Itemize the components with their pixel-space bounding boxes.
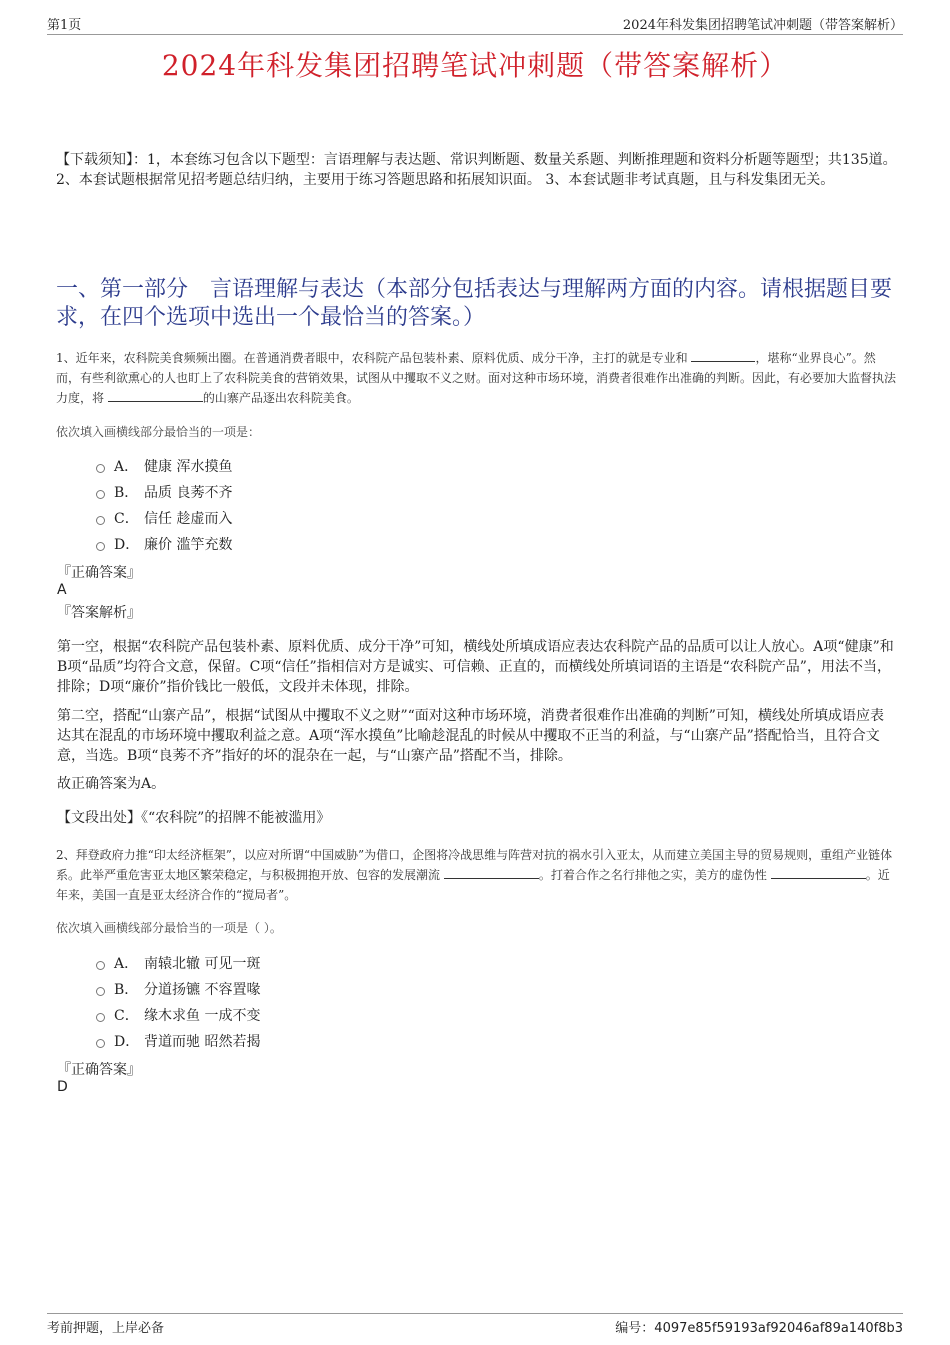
question-1-stem-part3: 的山寨产品逐出农科院美食。: [202, 391, 359, 405]
footer-slogan: 考前押题，上岸必备: [47, 1321, 165, 1336]
question-2-options: [96, 950, 260, 1054]
footer-serial: [615, 1317, 903, 1336]
question-1-analysis-paragraph-1: 第一空，根据“农科院产品包装朴素、原料优质、成分干净”可知，横线处所填成语应表达农科院产品的品质可以让人放心。A项“健康”和B项“品质”均符合文意，保留。C项“信任”指相信对方是诚实、可信赖、正直的，而横线处所填词语的主语是“农科院产品”，用法不当，排除；D项“廉价”指价钱比一般低，文段并未体现，排除。: [57, 639, 894, 695]
question-1-option-d[interactable]: [96, 531, 232, 557]
question-1-option-a[interactable]: [96, 453, 232, 479]
radio-icon[interactable]: [96, 961, 105, 970]
question-2-option-c[interactable]: [96, 1002, 260, 1028]
question-2-stem-part3: 。近年来，美国一直是亚太经济合作的“搅局者”。: [56, 868, 890, 902]
question-1-analysis-label: 『答案解析』: [57, 605, 141, 621]
question-1-analysis-conclusion: 故正确答案为A。: [57, 776, 166, 792]
radio-icon[interactable]: [96, 464, 105, 473]
download-notice: 【下载须知】：1，本套练习包含以下题型：言语理解与表达题、常识判断题、数量关系题、判断推理题和资料分析题等题型；共135道。 2、本套试题根据常见招考题总结归纳，主要用于练习答题思路和拓展知识面。 3、本套试题非考试真题，且与科发集团无关。: [56, 152, 897, 188]
question-2-option-b[interactable]: [96, 976, 260, 1002]
radio-icon[interactable]: [96, 490, 105, 499]
question-2-blank-1: [444, 866, 539, 879]
radio-icon[interactable]: [96, 1013, 105, 1022]
page-header: [47, 14, 903, 35]
question-1-source: 【文段出处】《“农科院”的招牌不能被滥用》: [57, 810, 331, 826]
question-1-options: [96, 453, 232, 557]
question-2-answer-label: 『正确答案』: [57, 1062, 141, 1078]
radio-icon[interactable]: [96, 1039, 105, 1048]
document-title: 2024年科发集团招聘笔试冲刺题（带答案解析）: [161, 49, 789, 82]
question-1-analysis-paragraph-2: 第二空，搭配“山寨产品”，根据“试图从中攫取不义之财”“面对这种市场环境，消费者很难作出准确的判断”可知，横线处所填成语应表达其在混乱的市场环境中攫取利益之意。A项“浑水摸鱼”比喻趁混乱的时候从中攫取不正当的利益，与“山寨产品”搭配恰当，且符合文意，当选。B项“良莠不齐”指好的坏的混杂在一起，与“山寨产品”搭配不当，排除。: [57, 708, 884, 764]
page-footer: [47, 1313, 903, 1336]
section-title: 一、第一部分 言语理解与表达（本部分包括表达与理解两方面的内容。请根据题目要求，在四个选项中选出一个最恰当的答案。）: [56, 277, 893, 330]
option-letter: B．: [114, 982, 139, 998]
header-doc-title: 2024年科发集团招聘笔试冲刺题（带答案解析）: [622, 18, 903, 33]
option-letter: D．: [114, 1034, 140, 1050]
option-text: 背道而驰 昭然若揭: [144, 1034, 261, 1050]
question-1-blank-2: [108, 389, 203, 402]
serial-number: 4097e85f59193af92046af89a140f8b3: [654, 1321, 903, 1336]
option-letter: A．: [114, 956, 139, 972]
option-letter: A．: [114, 459, 139, 475]
serial-label: 编号：: [615, 1321, 655, 1336]
option-text: 廉价 滥竽充数: [144, 537, 233, 553]
option-letter: D．: [114, 537, 140, 553]
option-text: 缘木求鱼 一成不变: [144, 1008, 261, 1024]
radio-icon[interactable]: [96, 542, 105, 551]
question-2-option-a[interactable]: [96, 950, 260, 976]
option-letter: C．: [114, 1008, 139, 1024]
question-1-stem: [56, 348, 898, 408]
question-2-blank-2: [771, 866, 866, 879]
option-text: 健康 浑水摸鱼: [144, 459, 233, 475]
question-1-stem-part2: ，堪称“业界良心”。然而，有些利欲熏心的人也盯上了农科院美食的营销效果，试图从中攫取不义之财。面对这种市场环境，消费者很难作出准确的判断。因此，有必要加大监督执法力度，将: [56, 351, 897, 405]
option-text: 分道扬镳 不容置喙: [144, 982, 261, 998]
question-1-blank-1: [691, 349, 755, 362]
question-2-stem-part2: 。打着合作之名行排他之实，美方的虚伪性: [538, 868, 767, 882]
question-1-answer-label: 『正确答案』: [57, 565, 141, 581]
question-2-answer: D: [57, 1079, 68, 1095]
option-text: 南辕北辙 可见一斑: [144, 956, 261, 972]
question-2-option-d[interactable]: [96, 1028, 260, 1054]
question-2-stem: [56, 845, 898, 905]
question-1-option-c[interactable]: [96, 505, 232, 531]
option-text: 品质 良莠不齐: [144, 485, 233, 501]
radio-icon[interactable]: [96, 987, 105, 996]
option-text: 信任 趁虚而入: [144, 511, 233, 527]
radio-icon[interactable]: [96, 516, 105, 525]
question-1-option-b[interactable]: [96, 479, 232, 505]
question-1-stem-part1: 1、近年来，农科院美食频频出圈。在普通消费者眼中，农科院产品包装朴素、原料优质、成分干净，主打的就是专业和: [56, 351, 688, 365]
question-2-prompt: 依次填入画横线部分最恰当的一项是（ ）。: [56, 921, 282, 935]
question-2-stem-part1: 2、拜登政府力推“印太经济框架”，以应对所谓“中国威胁”为借口，企图将冷战思维与阵营对抗的祸水引入亚太，从而建立美国主导的贸易规则，重组产业链体系。此举严重危害亚太地区繁荣稳定，与积极拥抱开放、包容的发展潮流: [56, 848, 893, 882]
page-number: 第1页: [47, 18, 82, 33]
question-1-prompt: 依次填入画横线部分最恰当的一项是：: [56, 425, 261, 439]
question-1-answer: A: [57, 582, 67, 598]
option-letter: C．: [114, 511, 139, 527]
option-letter: B．: [114, 485, 139, 501]
